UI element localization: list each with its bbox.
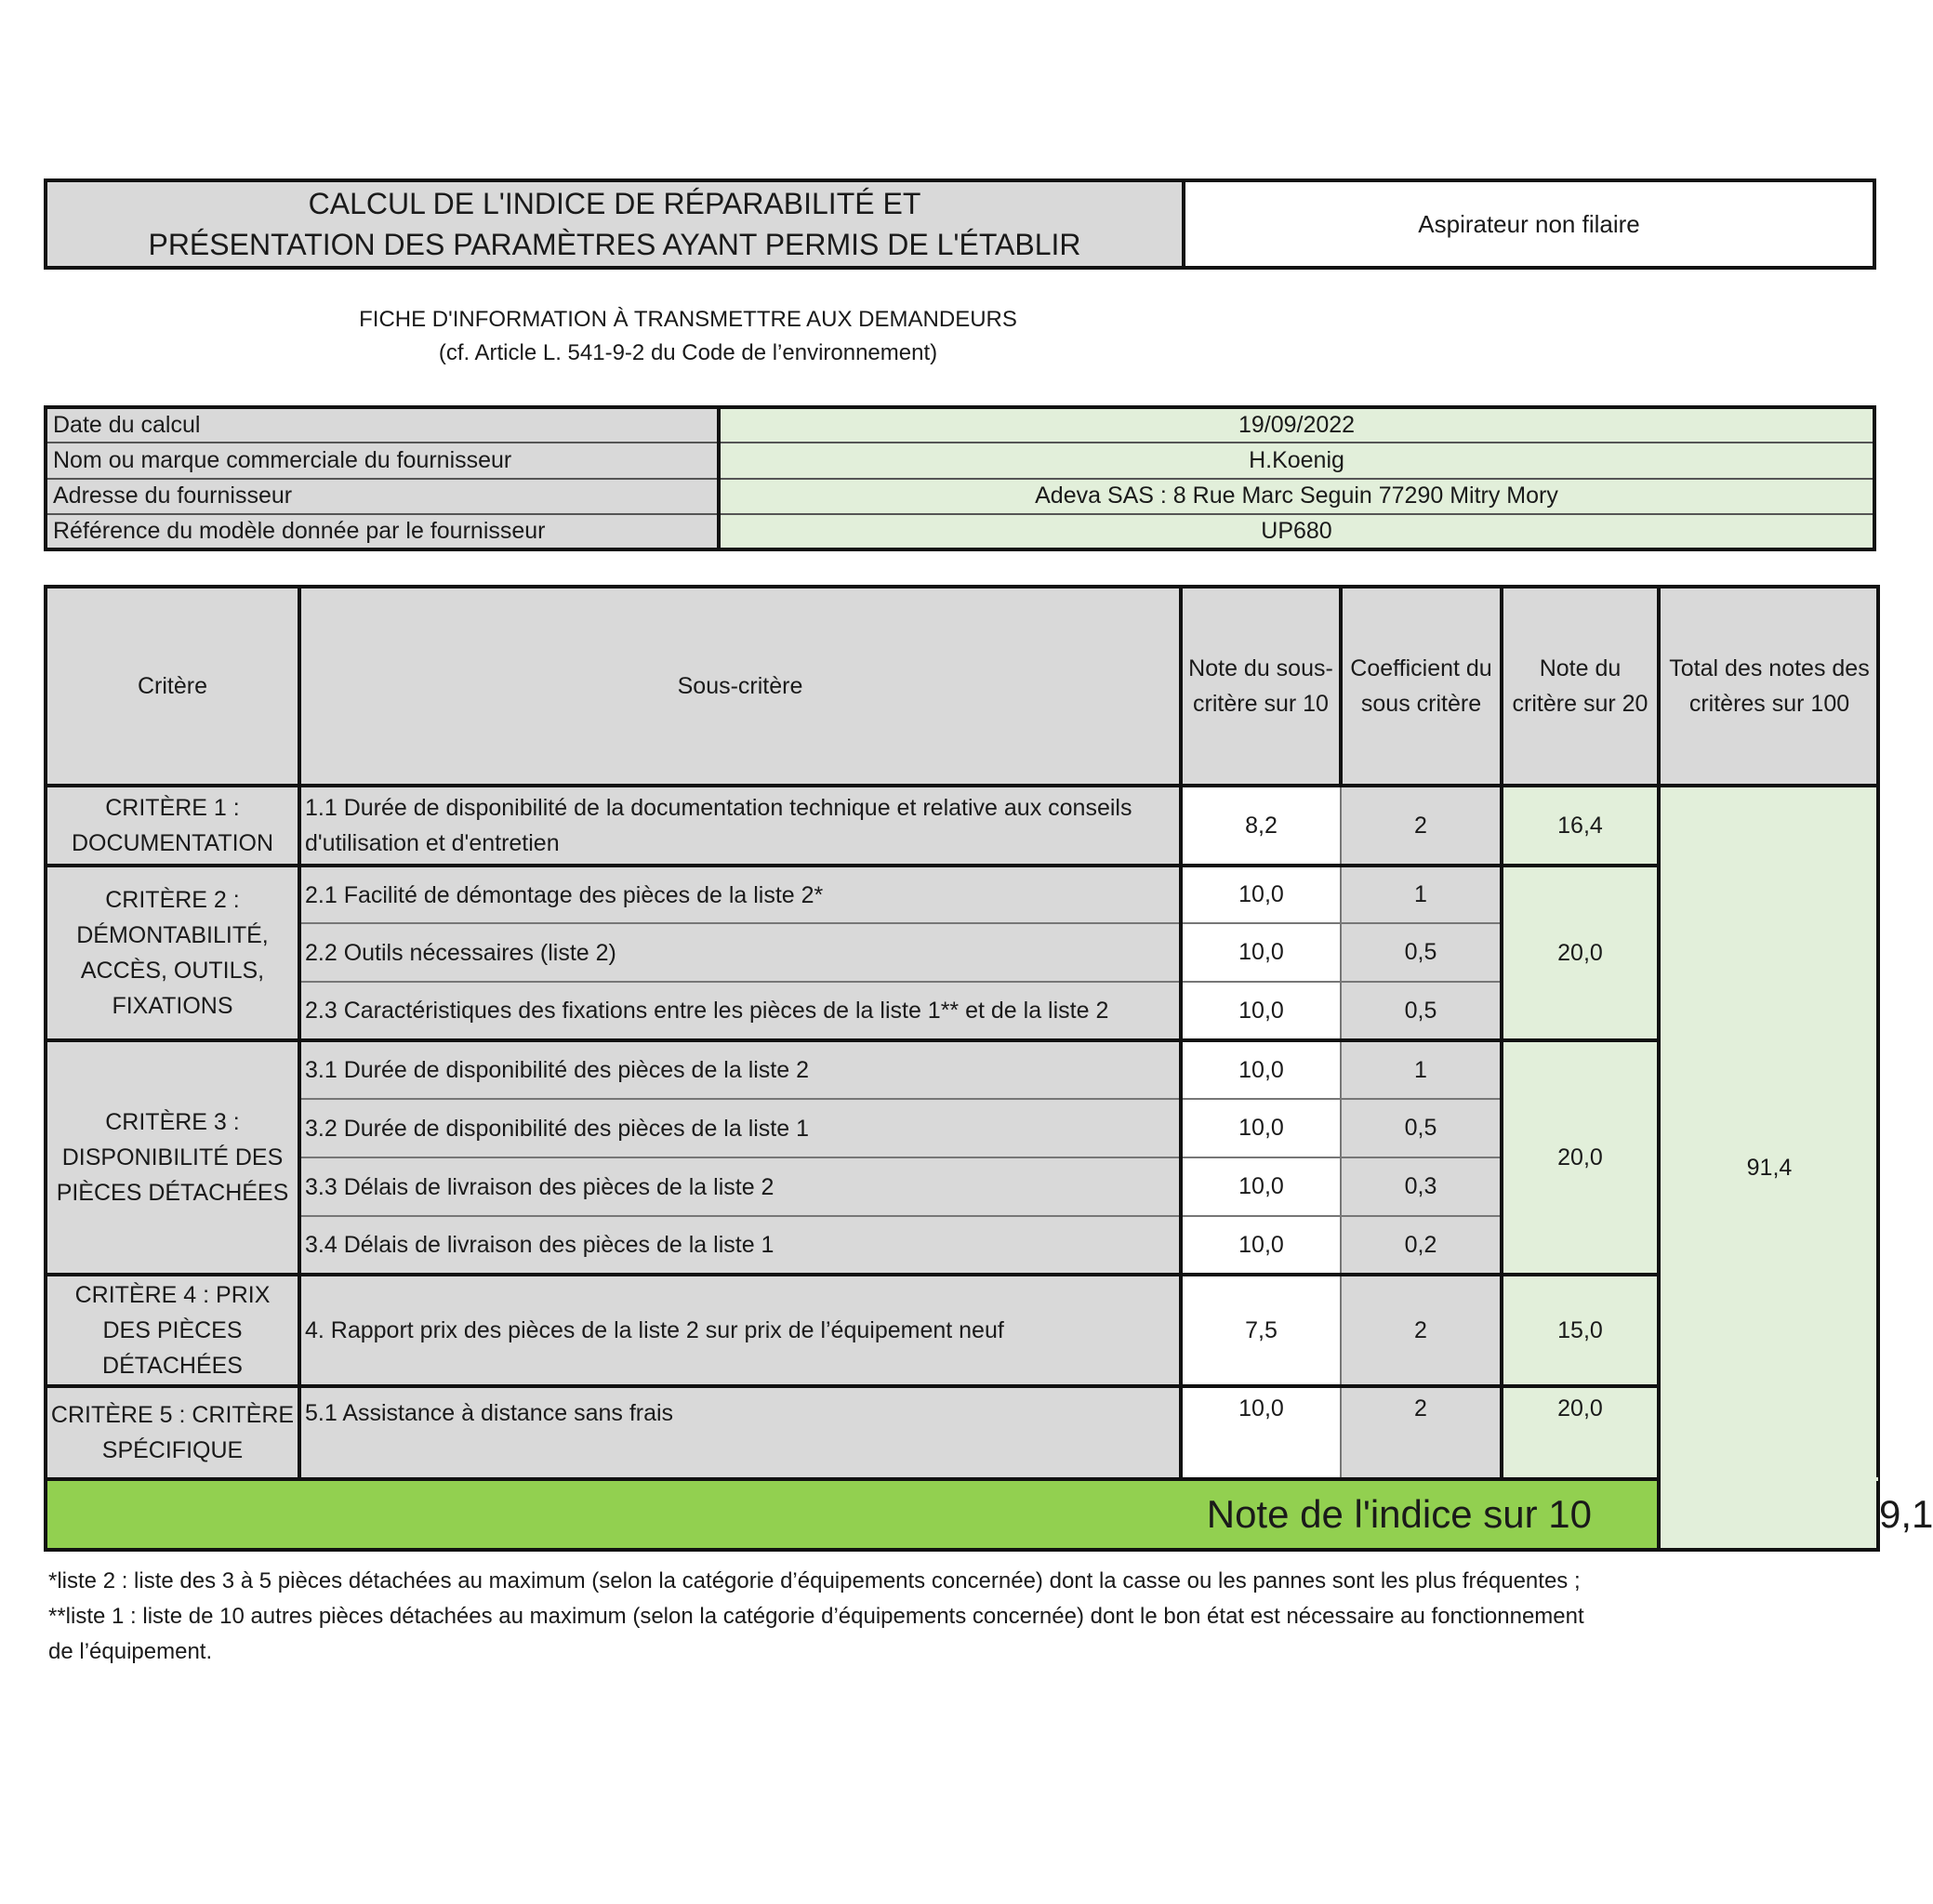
col-header-total: Total des notes des critères sur 100 — [1659, 587, 1878, 786]
fiche-subtitle — [316, 303, 1060, 370]
fiche-line-1: FICHE D'INFORMATION À TRANSMETTRE AUX DEMANDEURS — [359, 307, 1017, 332]
criterion-name: CRITÈRE 5 : CRITÈRE SPÉCIFIQUE — [46, 1386, 299, 1479]
subcriterion-coef: 2 — [1341, 1386, 1502, 1479]
subcriterion-coef: 0,3 — [1341, 1157, 1502, 1216]
col-header-sous-critere: Sous-critère — [299, 587, 1181, 786]
col-header-critere: Critère — [46, 587, 299, 786]
subcriterion-coef: 1 — [1341, 866, 1502, 923]
title-line-2: PRÉSENTATION DES PARAMÈTRES AYANT PERMIS DE L'ÉTABLIR — [148, 228, 1081, 261]
info-value: Adeva SAS : 8 Rue Marc Seguin 77290 Mitry Mory — [719, 479, 1874, 514]
subcriterion-label: 2.2 Outils nécessaires (liste 2) — [299, 923, 1181, 982]
table-row — [46, 786, 1878, 866]
info-row — [46, 443, 1874, 478]
info-row — [46, 514, 1874, 549]
subcriterion-label: 1.1 Durée de disponibilité de la documentation technique et relative aux conseils d'utilisation et d'entretien — [299, 786, 1181, 866]
info-value: H.Koenig — [719, 443, 1874, 478]
info-label: Adresse du fournisseur — [46, 479, 719, 514]
table-row — [46, 1386, 1878, 1479]
subcriterion-note: 10,0 — [1181, 1216, 1341, 1275]
subcriterion-label: 2.1 Facilité de démontage des pièces de la liste 2* — [299, 866, 1181, 923]
subcriterion-coef: 0,5 — [1341, 982, 1502, 1040]
total-score: 91,4 — [1659, 786, 1878, 1550]
document-header — [44, 178, 1876, 270]
subcriterion-coef: 0,5 — [1341, 1099, 1502, 1157]
subcriterion-note: 10,0 — [1181, 1040, 1341, 1099]
subcriterion-coef: 0,2 — [1341, 1216, 1502, 1275]
subcriterion-note: 10,0 — [1181, 982, 1341, 1040]
criterion-name: CRITÈRE 1 : DOCUMENTATION — [46, 786, 299, 866]
footnote-3: de l’équipement. — [48, 1639, 213, 1664]
criterion-note: 15,0 — [1502, 1275, 1659, 1386]
info-label: Référence du modèle donnée par le fournisseur — [46, 514, 719, 549]
col-header-note-sous: Note du sous-critère sur 10 — [1181, 587, 1341, 786]
subcriterion-note: 8,2 — [1181, 786, 1341, 866]
criterion-note: 20,0 — [1502, 1040, 1659, 1275]
subcriterion-coef: 2 — [1341, 786, 1502, 866]
subcriterion-note: 10,0 — [1181, 1386, 1341, 1479]
info-label: Date du calcul — [46, 407, 719, 443]
fiche-line-2: (cf. Article L. 541-9-2 du Code de l’environnement) — [438, 340, 938, 365]
subcriterion-note: 10,0 — [1181, 1157, 1341, 1216]
footnote-1: *liste 2 : liste des 3 à 5 pièces détachées au maximum (selon la catégorie d’équipements concernée) dont la casse ou les pannes sont les plus fréquentes ; — [48, 1568, 1581, 1593]
repairability-table — [44, 585, 1933, 1552]
criterion-note: 16,4 — [1502, 786, 1659, 866]
subcriterion-note: 10,0 — [1181, 866, 1341, 923]
col-header-coef: Coefficient du sous critère — [1341, 587, 1502, 786]
final-score-row: Note de l'indice sur 10 9,1 — [46, 1479, 1878, 1550]
product-type: Aspirateur non filaire — [1418, 209, 1640, 238]
subcriterion-note: 10,0 — [1181, 1099, 1341, 1157]
subcriterion-note: 10,0 — [1181, 923, 1341, 982]
document-title — [47, 182, 1185, 266]
subcriterion-label: 2.3 Caractéristiques des fixations entre les pièces de la liste 1** et de la liste 2 — [299, 982, 1181, 1040]
criterion-name: CRITÈRE 3 : DISPONIBILITÉ DES PIÈCES DÉTACHÉES — [46, 1040, 299, 1275]
subcriterion-note: 7,5 — [1181, 1275, 1341, 1386]
subcriterion-label: 3.4 Délais de livraison des pièces de la liste 1 — [299, 1216, 1181, 1275]
title-line-1: CALCUL DE L'INDICE DE RÉPARABILITÉ ET — [308, 187, 921, 220]
subcriterion-coef: 0,5 — [1341, 923, 1502, 982]
footnotes — [48, 1564, 1815, 1670]
subcriterion-coef: 2 — [1341, 1275, 1502, 1386]
subcriterion-label: 3.2 Durée de disponibilité des pièces de la liste 1 — [299, 1099, 1181, 1157]
info-value: UP680 — [719, 514, 1874, 549]
table-header-row — [46, 587, 1878, 786]
subcriterion-coef: 1 — [1341, 1040, 1502, 1099]
criterion-name: CRITÈRE 4 : PRIX DES PIÈCES DÉTACHÉES — [46, 1275, 299, 1386]
criterion-note: 20,0 — [1502, 866, 1659, 1040]
info-value: 19/09/2022 — [719, 407, 1874, 443]
supplier-info-table — [44, 405, 1876, 551]
criterion-note: 20,0 — [1502, 1386, 1659, 1479]
final-score-label: Note de l'indice sur 10 — [46, 1479, 1659, 1550]
info-row — [46, 407, 1874, 443]
col-header-note-critere: Note du critère sur 20 — [1502, 587, 1659, 786]
table-row — [46, 1040, 1878, 1099]
info-label: Nom ou marque commerciale du fournisseur — [46, 443, 719, 478]
criterion-name: CRITÈRE 2 : DÉMONTABILITÉ, ACCÈS, OUTILS, FIXATIONS — [46, 866, 299, 1040]
footnote-2: **liste 1 : liste de 10 autres pièces détachées au maximum (selon la catégorie d’équipements concernée) dont le bon état est nécessaire au fonctionnement — [48, 1604, 1584, 1629]
info-row — [46, 479, 1874, 514]
subcriterion-label: 3.1 Durée de disponibilité des pièces de la liste 2 — [299, 1040, 1181, 1099]
table-row — [46, 866, 1878, 923]
subcriterion-label: 3.3 Délais de livraison des pièces de la liste 2 — [299, 1157, 1181, 1216]
subcriterion-label: 4. Rapport prix des pièces de la liste 2 sur prix de l’équipement neuf — [299, 1275, 1181, 1386]
table-row — [46, 1275, 1878, 1386]
subcriterion-label: 5.1 Assistance à distance sans frais — [299, 1386, 1181, 1479]
